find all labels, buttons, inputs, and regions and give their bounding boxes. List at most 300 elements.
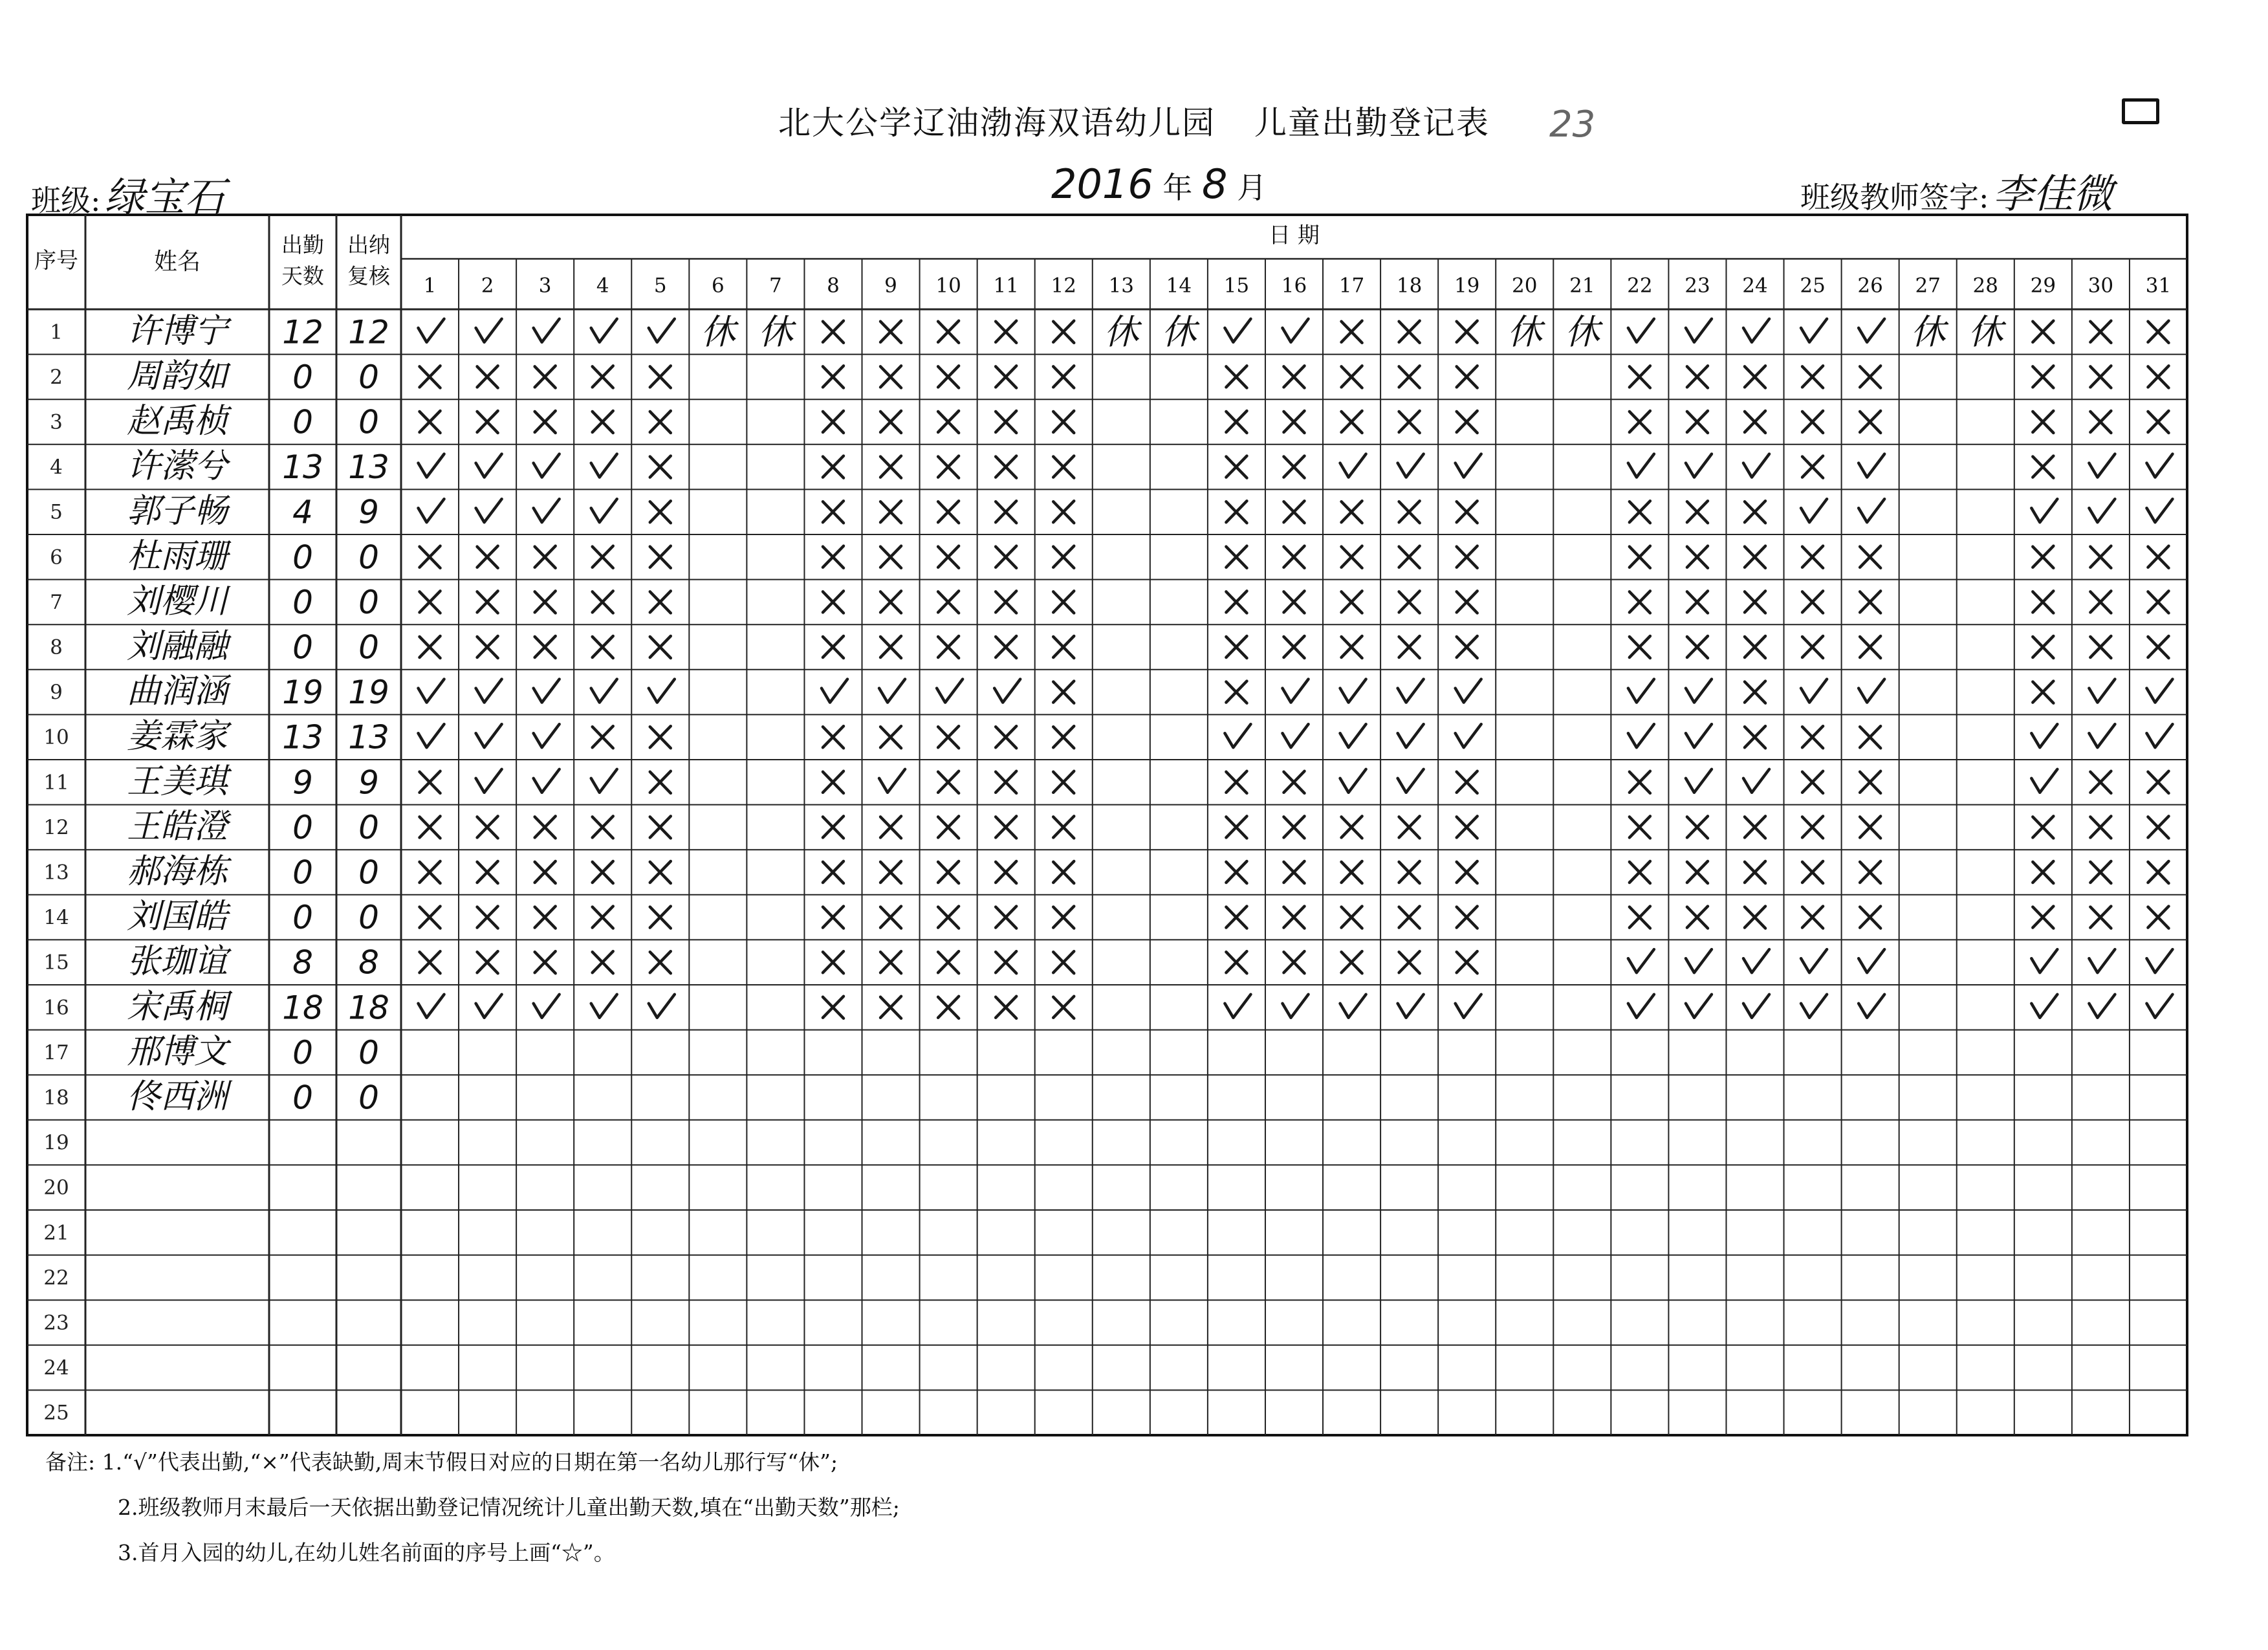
- absent-cross-icon: [2090, 411, 2111, 433]
- absent-cross-icon: [1284, 771, 1305, 793]
- absent-cross-icon: [1399, 907, 1420, 929]
- present-check-icon: [1340, 769, 1366, 793]
- present-check-icon: [1225, 995, 1250, 1018]
- audit-value: 0: [358, 808, 379, 846]
- absent-cross-icon: [880, 636, 901, 658]
- present-check-icon: [476, 454, 502, 478]
- year-value: 2016: [1051, 160, 1153, 208]
- child-name: 郝海栋: [126, 852, 228, 891]
- child-name: 赵禹桢: [126, 402, 228, 441]
- day-number: 3: [538, 274, 552, 298]
- absent-cross-icon: [880, 546, 901, 568]
- present-check-icon: [1628, 319, 1654, 342]
- table-row: [50, 537, 2168, 577]
- absent-cross-icon: [1860, 366, 1881, 388]
- child-name: 周韵如: [126, 357, 228, 396]
- table-row: [43, 717, 2172, 756]
- absent-cross-icon: [593, 951, 613, 973]
- absent-cross-icon: [1342, 366, 1362, 388]
- absent-cross-icon: [477, 907, 498, 929]
- present-check-icon: [2089, 499, 2115, 522]
- absent-cross-icon: [1457, 546, 1477, 568]
- school-name: 北大公学辽油渤海双语幼儿园: [778, 104, 1216, 142]
- audit-value: 0: [358, 899, 379, 937]
- present-check-icon: [1628, 949, 1654, 973]
- present-check-icon: [534, 454, 560, 478]
- present-check-icon: [1628, 724, 1654, 747]
- row-seq: 14: [43, 906, 69, 930]
- day-number: 27: [1915, 274, 1941, 298]
- present-check-icon: [1801, 995, 1827, 1018]
- absent-cross-icon: [2148, 907, 2168, 929]
- present-check-icon: [1801, 499, 1827, 522]
- absent-cross-icon: [2033, 907, 2053, 929]
- absent-cross-icon: [880, 907, 901, 929]
- row-seq: 2: [50, 365, 63, 389]
- absent-cross-icon: [996, 907, 1016, 929]
- day-number: 8: [827, 274, 840, 298]
- rest-day-mark: 休: [700, 311, 736, 353]
- day-number: 28: [1972, 274, 1999, 298]
- present-check-icon: [1283, 679, 1309, 703]
- present-check-icon: [1686, 724, 1712, 747]
- absent-cross-icon: [823, 951, 844, 973]
- absent-cross-icon: [1630, 366, 1650, 388]
- absent-cross-icon: [2033, 861, 2053, 883]
- teacher-label: 班级教师签字:: [1800, 180, 1989, 215]
- absent-cross-icon: [880, 501, 901, 523]
- day-number: 24: [1742, 274, 1768, 298]
- child-name: 曲润涵: [126, 672, 228, 711]
- absent-cross-icon: [938, 366, 959, 388]
- absent-cross-icon: [593, 546, 613, 568]
- attend-days-value: 13: [282, 448, 323, 487]
- absent-cross-icon: [1226, 861, 1247, 883]
- absent-cross-icon: [1687, 411, 1708, 433]
- day-number: 14: [1166, 274, 1192, 298]
- absent-cross-icon: [2033, 321, 2053, 343]
- absent-cross-icon: [1802, 366, 1823, 388]
- absent-cross-icon: [2148, 321, 2168, 343]
- absent-cross-icon: [1053, 501, 1074, 523]
- absent-cross-icon: [823, 456, 844, 478]
- audit-value: 9: [358, 764, 379, 802]
- header-attend-days: 天数: [281, 263, 324, 289]
- absent-cross-icon: [420, 951, 441, 973]
- note-line-3: 3.首月入园的幼儿,在幼儿姓名前面的序号上画“☆”。: [118, 1540, 615, 1565]
- table-row: [50, 627, 2168, 666]
- absent-cross-icon: [2033, 636, 2053, 658]
- present-check-icon: [2031, 949, 2057, 973]
- child-name: 刘樱川: [126, 582, 228, 621]
- present-check-icon: [1686, 949, 1712, 973]
- absent-cross-icon: [535, 366, 556, 388]
- attend-days-value: 8: [292, 943, 313, 982]
- header-name: 姓名: [153, 248, 201, 275]
- absent-cross-icon: [1457, 501, 1477, 523]
- absent-cross-icon: [2148, 366, 2168, 388]
- absent-cross-icon: [2090, 771, 2111, 793]
- absent-cross-icon: [535, 861, 556, 883]
- absent-cross-icon: [1457, 411, 1477, 433]
- absent-cross-icon: [996, 456, 1016, 478]
- absent-cross-icon: [1802, 907, 1823, 929]
- present-check-icon: [1398, 454, 1424, 478]
- present-check-icon: [1340, 724, 1366, 747]
- absent-cross-icon: [1053, 726, 1074, 748]
- present-check-icon: [1686, 319, 1712, 342]
- present-check-icon: [1456, 724, 1481, 747]
- audit-value: 13: [348, 448, 389, 487]
- absent-cross-icon: [593, 726, 613, 748]
- table-row: [43, 1221, 69, 1244]
- absent-cross-icon: [996, 501, 1016, 523]
- absent-cross-icon: [1630, 907, 1650, 929]
- present-check-icon: [1628, 995, 1654, 1018]
- present-check-icon: [1859, 499, 1884, 522]
- present-check-icon: [2089, 949, 2115, 973]
- absent-cross-icon: [1687, 907, 1708, 929]
- table-row: [43, 1312, 69, 1335]
- table-row: [43, 1402, 69, 1425]
- absent-cross-icon: [1399, 591, 1420, 613]
- day-number: 1: [423, 274, 437, 298]
- absent-cross-icon: [880, 861, 901, 883]
- attend-days-value: 18: [282, 989, 323, 1027]
- present-check-icon: [534, 499, 560, 522]
- absent-cross-icon: [996, 771, 1016, 793]
- present-check-icon: [2146, 724, 2172, 747]
- absent-cross-icon: [1399, 861, 1420, 883]
- row-seq: 11: [43, 771, 69, 795]
- absent-cross-icon: [1226, 501, 1247, 523]
- present-check-icon: [591, 499, 617, 522]
- absent-cross-icon: [880, 951, 901, 973]
- present-check-icon: [937, 679, 963, 703]
- absent-cross-icon: [1399, 366, 1420, 388]
- absent-cross-icon: [938, 726, 959, 748]
- absent-cross-icon: [1053, 636, 1074, 658]
- present-check-icon: [1859, 319, 1884, 342]
- absent-cross-icon: [2090, 816, 2111, 838]
- present-check-icon: [649, 319, 675, 342]
- present-check-icon: [1340, 679, 1366, 703]
- day-number: 10: [935, 274, 961, 298]
- absent-cross-icon: [593, 861, 613, 883]
- present-check-icon: [2146, 499, 2172, 522]
- row-seq: 17: [43, 1040, 69, 1064]
- attend-days-value: 0: [292, 1033, 313, 1072]
- table-row: [50, 672, 2172, 712]
- table-row: [43, 1032, 379, 1072]
- note-line-1: 备注: 1.“√”代表出勤,“×”代表缺勤,周末节假日对应的日期在第一名幼儿那行写“休”;: [45, 1449, 838, 1475]
- attend-days-value: 0: [292, 1079, 313, 1117]
- absent-cross-icon: [1687, 366, 1708, 388]
- attend-days-value: 12: [282, 313, 323, 351]
- absent-cross-icon: [2090, 366, 2111, 388]
- absent-cross-icon: [2033, 546, 2053, 568]
- day-number: 12: [1051, 274, 1076, 298]
- child-name: 王美琪: [126, 762, 228, 801]
- absent-cross-icon: [650, 411, 671, 433]
- absent-cross-icon: [650, 861, 671, 883]
- attend-days-value: 4: [292, 493, 313, 531]
- absent-cross-icon: [2090, 321, 2111, 343]
- present-check-icon: [649, 995, 675, 1018]
- absent-cross-icon: [420, 411, 441, 433]
- absent-cross-icon: [1399, 501, 1420, 523]
- absent-cross-icon: [1860, 907, 1881, 929]
- absent-cross-icon: [1053, 861, 1074, 883]
- absent-cross-icon: [1745, 861, 1765, 883]
- absent-cross-icon: [2148, 591, 2168, 613]
- header-audit: 复核: [347, 263, 390, 289]
- present-check-icon: [879, 769, 905, 793]
- absent-cross-icon: [1284, 411, 1305, 433]
- audit-value: 19: [348, 674, 389, 712]
- absent-cross-icon: [650, 726, 671, 748]
- absent-cross-icon: [2033, 816, 2053, 838]
- absent-cross-icon: [1630, 861, 1650, 883]
- table-row: [50, 582, 2168, 621]
- present-check-icon: [1225, 724, 1250, 747]
- absent-cross-icon: [1399, 816, 1420, 838]
- absent-cross-icon: [1053, 907, 1074, 929]
- rest-day-mark: 休: [1104, 311, 1139, 353]
- table-row: [43, 1131, 69, 1154]
- absent-cross-icon: [1226, 681, 1247, 703]
- absent-cross-icon: [1687, 546, 1708, 568]
- absent-cross-icon: [650, 501, 671, 523]
- absent-cross-icon: [1284, 907, 1305, 929]
- attend-days-value: 0: [292, 808, 313, 846]
- table-row: [43, 1077, 379, 1117]
- absent-cross-icon: [1457, 907, 1477, 929]
- table-row: [43, 807, 2168, 846]
- absent-cross-icon: [823, 321, 844, 343]
- absent-cross-icon: [1802, 861, 1823, 883]
- table-headers: [34, 223, 2171, 298]
- absent-cross-icon: [880, 366, 901, 388]
- present-check-icon: [1283, 319, 1309, 342]
- absent-cross-icon: [880, 726, 901, 748]
- absent-cross-icon: [2033, 366, 2053, 388]
- absent-cross-icon: [420, 636, 441, 658]
- present-check-icon: [476, 319, 502, 342]
- absent-cross-icon: [823, 816, 844, 838]
- present-check-icon: [591, 319, 617, 342]
- absent-cross-icon: [996, 996, 1016, 1018]
- absent-cross-icon: [593, 907, 613, 929]
- absent-cross-icon: [650, 456, 671, 478]
- day-number: 23: [1685, 274, 1710, 298]
- absent-cross-icon: [823, 501, 844, 523]
- absent-cross-icon: [938, 546, 959, 568]
- present-check-icon: [419, 724, 444, 747]
- absent-cross-icon: [1342, 546, 1362, 568]
- present-check-icon: [1743, 769, 1769, 793]
- class-value: 绿宝石: [104, 173, 225, 221]
- child-name: 许博宁: [126, 311, 228, 351]
- day-number: 21: [1569, 274, 1595, 298]
- day-number: 7: [769, 274, 782, 298]
- day-number: 17: [1338, 274, 1365, 298]
- present-check-icon: [419, 454, 444, 478]
- row-seq: 8: [50, 635, 63, 659]
- absent-cross-icon: [1802, 411, 1823, 433]
- absent-cross-icon: [1457, 636, 1477, 658]
- absent-cross-icon: [938, 321, 959, 343]
- present-check-icon: [994, 679, 1020, 703]
- absent-cross-icon: [2033, 591, 2053, 613]
- present-check-icon: [1283, 995, 1309, 1018]
- attend-days-value: 0: [292, 899, 313, 937]
- table-row: [43, 942, 2172, 982]
- absent-cross-icon: [1284, 636, 1305, 658]
- absent-cross-icon: [2148, 861, 2168, 883]
- present-check-icon: [476, 769, 502, 793]
- rest-day-mark: 休: [1910, 311, 1946, 353]
- child-name: 许潆兮: [126, 446, 228, 486]
- absent-cross-icon: [650, 546, 671, 568]
- attend-days-value: 19: [282, 674, 323, 712]
- absent-cross-icon: [938, 996, 959, 1018]
- row-seq: 16: [43, 996, 69, 1020]
- absent-cross-icon: [650, 951, 671, 973]
- present-check-icon: [1628, 679, 1654, 703]
- row-seq: 9: [50, 681, 63, 705]
- row-seq: 18: [43, 1086, 69, 1110]
- absent-cross-icon: [880, 816, 901, 838]
- attend-days-value: 0: [292, 538, 313, 577]
- absent-cross-icon: [535, 816, 556, 838]
- absent-cross-icon: [1630, 636, 1650, 658]
- class-label: 班级:: [31, 183, 101, 218]
- present-check-icon: [1859, 679, 1884, 703]
- row-seq: 13: [43, 861, 69, 885]
- present-check-icon: [879, 679, 905, 703]
- absent-cross-icon: [1802, 816, 1823, 838]
- absent-cross-icon: [1342, 907, 1362, 929]
- child-name: 郭子畅: [126, 492, 228, 531]
- absent-cross-icon: [1630, 546, 1650, 568]
- notes-prefix: 备注:: [45, 1449, 96, 1475]
- row-seq: 23: [43, 1311, 69, 1335]
- absent-cross-icon: [1053, 771, 1074, 793]
- audit-value: 12: [348, 313, 389, 351]
- day-number: 30: [2088, 274, 2114, 298]
- absent-cross-icon: [1630, 411, 1650, 433]
- absent-cross-icon: [1342, 951, 1362, 973]
- present-check-icon: [1743, 949, 1769, 973]
- absent-cross-icon: [650, 816, 671, 838]
- absent-cross-icon: [1399, 951, 1420, 973]
- day-number: 13: [1108, 274, 1135, 298]
- absent-cross-icon: [2148, 411, 2168, 433]
- table-row: [43, 852, 2168, 892]
- row-seq: 12: [43, 815, 69, 839]
- day-number: 25: [1800, 274, 1826, 298]
- table-row: [50, 492, 2172, 531]
- absent-cross-icon: [823, 546, 844, 568]
- child-name: 王皓澄: [126, 807, 228, 846]
- absent-cross-icon: [880, 411, 901, 433]
- present-check-icon: [1801, 679, 1827, 703]
- present-check-icon: [1686, 769, 1712, 793]
- child-name: 张珈谊: [126, 942, 228, 982]
- form-name: 儿童出勤登记表: [1254, 104, 1490, 142]
- absent-cross-icon: [593, 591, 613, 613]
- absent-cross-icon: [477, 366, 498, 388]
- row-seq: 7: [50, 590, 63, 614]
- absent-cross-icon: [938, 591, 959, 613]
- table-row: [43, 1266, 69, 1290]
- present-check-icon: [1628, 454, 1654, 478]
- present-check-icon: [1398, 769, 1424, 793]
- absent-cross-icon: [1342, 321, 1362, 343]
- absent-cross-icon: [1745, 366, 1765, 388]
- absent-cross-icon: [1226, 907, 1247, 929]
- row-seq: 6: [50, 545, 63, 569]
- absent-cross-icon: [1284, 366, 1305, 388]
- absent-cross-icon: [1860, 861, 1881, 883]
- absent-cross-icon: [1226, 636, 1247, 658]
- present-check-icon: [2089, 724, 2115, 747]
- table-row: [50, 447, 2172, 487]
- present-check-icon: [2031, 499, 2057, 522]
- row-seq: 22: [43, 1266, 69, 1290]
- header-audit: 出纳: [347, 232, 390, 258]
- absent-cross-icon: [1284, 591, 1305, 613]
- absent-cross-icon: [1226, 366, 1247, 388]
- absent-cross-icon: [593, 816, 613, 838]
- absent-cross-icon: [1745, 816, 1765, 838]
- absent-cross-icon: [1284, 816, 1305, 838]
- absent-cross-icon: [1457, 591, 1477, 613]
- row-seq: 21: [43, 1221, 69, 1245]
- present-check-icon: [1340, 995, 1366, 1018]
- present-check-icon: [822, 679, 847, 703]
- absent-cross-icon: [996, 636, 1016, 658]
- absent-cross-icon: [1860, 411, 1881, 433]
- absent-cross-icon: [1284, 861, 1305, 883]
- absent-cross-icon: [1284, 501, 1305, 523]
- handwritten-sheet-number: 23: [1549, 104, 1596, 146]
- day-number: 22: [1627, 274, 1653, 298]
- absent-cross-icon: [938, 907, 959, 929]
- absent-cross-icon: [1630, 771, 1650, 793]
- present-check-icon: [476, 499, 502, 522]
- absent-cross-icon: [650, 907, 671, 929]
- absent-cross-icon: [2033, 411, 2053, 433]
- absent-cross-icon: [1342, 411, 1362, 433]
- absent-cross-icon: [2090, 546, 2111, 568]
- absent-cross-icon: [2148, 636, 2168, 658]
- absent-cross-icon: [1342, 816, 1362, 838]
- present-check-icon: [1456, 995, 1481, 1018]
- table-row: [50, 402, 2168, 441]
- absent-cross-icon: [2148, 771, 2168, 793]
- present-check-icon: [2146, 949, 2172, 973]
- absent-cross-icon: [1053, 591, 1074, 613]
- absent-cross-icon: [1053, 951, 1074, 973]
- absent-cross-icon: [1284, 456, 1305, 478]
- absent-cross-icon: [1457, 861, 1477, 883]
- absent-cross-icon: [1802, 591, 1823, 613]
- present-check-icon: [1743, 454, 1769, 478]
- present-check-icon: [1456, 454, 1481, 478]
- absent-cross-icon: [1284, 546, 1305, 568]
